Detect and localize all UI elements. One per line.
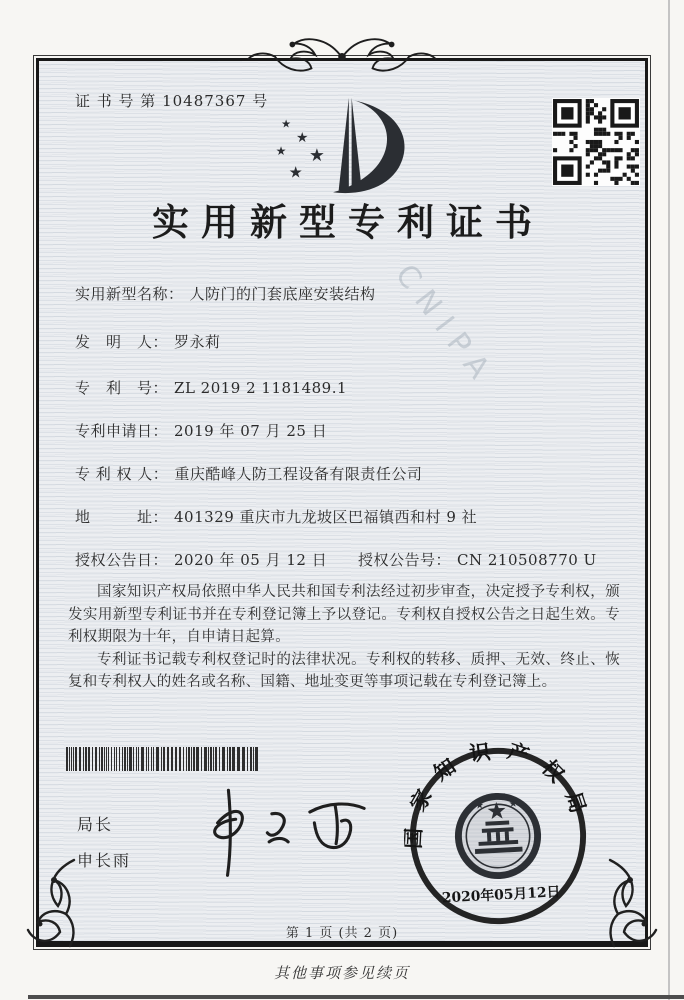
field-label: 专 利 号： — [75, 379, 169, 397]
legal-text — [68, 581, 620, 694]
director-signature — [185, 780, 375, 882]
cnipa-logo-icon — [263, 94, 431, 196]
field-inventor — [75, 331, 221, 352]
field-address — [75, 506, 477, 527]
svg-text:★: ★ — [288, 162, 303, 182]
scan-artifact-bottom-edge — [28, 995, 684, 999]
page-number: 第 1 页 (共 2 页) — [285, 926, 399, 941]
field-label: 发 明 人： — [75, 333, 169, 351]
seal-agency-text: 国家知识产权局 — [399, 736, 596, 850]
legal-paragraph-1: 国家知识产权局依照中华人民共和国专利法经过初步审查，决定授予专利权，颁发实用新型专利证书并在专利登记簿上予以登记。专利权自授权公告之日起生效。专利权期限为十年，自申请日起算。 — [68, 584, 620, 645]
seal-date-text: 2020年05月12日 — [441, 884, 561, 907]
svg-text:★: ★ — [275, 144, 287, 159]
official-seal — [399, 736, 597, 936]
certificate-number: 证 书 号 第 10487367 号 — [75, 92, 269, 110]
field-label: 授权公告日： — [75, 551, 169, 569]
field-grant-date — [75, 549, 327, 570]
field-value: CN 210508770 U — [457, 551, 597, 569]
qr-code — [552, 98, 640, 186]
director-title-label: 局长 — [77, 815, 114, 834]
field-patent-number — [75, 377, 347, 398]
field-label: 专 利 权 人： — [75, 465, 169, 483]
field-value: ZL 2019 2 1181489.1 — [174, 379, 348, 397]
director-block — [77, 812, 131, 884]
field-label: 专利申请日： — [75, 422, 169, 440]
scan-artifact-right-edge — [668, 0, 670, 1000]
field-label: 授权公告号： — [358, 551, 452, 569]
field-grant-number — [358, 549, 597, 570]
field-value: 2019 年 07 月 25 日 — [174, 422, 328, 440]
director-name-label: 申长雨 — [77, 851, 132, 870]
svg-text:★: ★ — [308, 145, 325, 166]
continuation-note: 其他事项参见续页 — [273, 964, 410, 982]
field-filing-date — [75, 420, 327, 441]
top-flourish-ornament-icon — [237, 30, 447, 78]
field-patentee — [75, 463, 422, 484]
field-label: 实用新型名称： — [75, 285, 184, 303]
field-value: 重庆酷峰人防工程设备有限责任公司 — [174, 465, 423, 483]
barcode — [64, 747, 264, 771]
field-label: 地 址： — [75, 508, 169, 526]
national-emblem-icon — [456, 791, 539, 877]
field-value: 2020 年 05 月 12 日 — [174, 551, 328, 569]
field-utility-model-name — [75, 283, 376, 304]
cnipa-watermark: CNIPA — [388, 258, 503, 395]
field-value: 罗永莉 — [174, 333, 221, 351]
field-value: 人防门的门套底座安装结构 — [189, 285, 376, 303]
svg-text:★: ★ — [296, 130, 309, 147]
field-value: 401329 重庆市九龙坡区巴福镇西和村 9 社 — [174, 508, 478, 526]
svg-text:★: ★ — [281, 117, 292, 131]
certificate-title: 实用新型专利证书 — [152, 200, 544, 244]
legal-paragraph-2: 专利证书记载专利权登记时的法律状况。专利权的转移、质押、无效、终止、恢复和专利权人的姓名或名称、国籍、地址变更等事项记载在专利登记簿上。 — [68, 651, 620, 690]
